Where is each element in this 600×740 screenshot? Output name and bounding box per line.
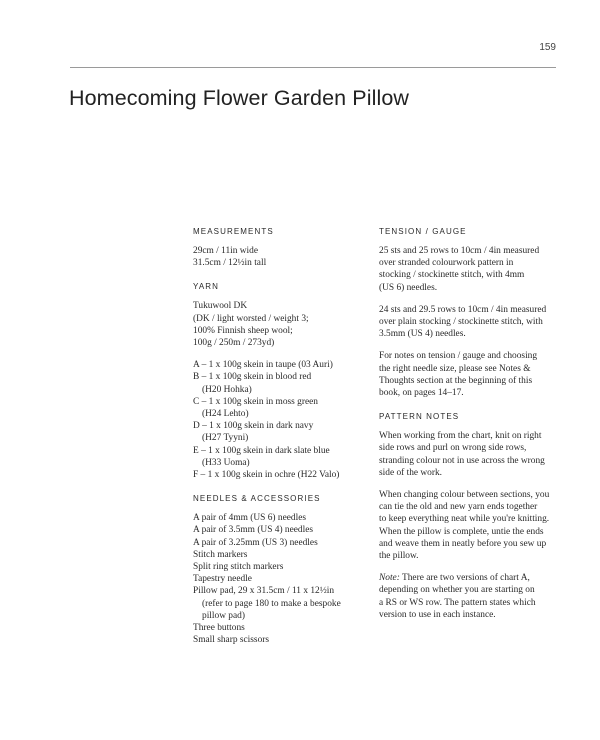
tension-paragraph — [379, 245, 559, 294]
pattern-notes-paragraph — [379, 430, 559, 479]
measurements-heading: MEASUREMENTS — [193, 227, 274, 236]
needles-item: pillow pad) — [202, 610, 245, 621]
yarn-colour-c: C – 1 x 100g skein in moss green — [193, 396, 318, 407]
yarn-colour-d-code: (H27 Tyyni) — [202, 433, 249, 444]
text-line — [379, 572, 559, 584]
text-line: For notes on tension / gauge and choosing — [379, 351, 538, 362]
text-line: When the pillow is complete, untie the ends — [379, 526, 544, 537]
text-line: stocking / stockinette stitch, with 4mm — [379, 270, 525, 281]
text-line: the pillow. — [379, 551, 419, 562]
needles-item: Split ring stitch markers — [193, 562, 284, 573]
page-title: Homecoming Flower Garden Pillow — [69, 86, 410, 110]
pattern-notes-paragraph — [379, 489, 559, 562]
pattern-notes-section — [379, 411, 559, 621]
measurements-section — [193, 226, 363, 269]
yarn-intro-line: Tukuwool DK — [193, 301, 248, 312]
right-column — [379, 226, 559, 633]
text-line: can tie the old and new yarn ends together — [379, 502, 538, 513]
yarn-intro-line: (DK / light worsted / weight 3; — [193, 313, 309, 324]
needles-item: A pair of 3.25mm (US 3) needles — [193, 537, 318, 548]
yarn-colour-c-code: (H24 Lehto) — [202, 409, 249, 420]
text-line: When working from the chart, knit on right — [379, 431, 542, 442]
text-line: Thoughts section at the beginning of this — [379, 375, 533, 386]
text-line: side of the work. — [379, 467, 443, 478]
yarn-colour-b: B – 1 x 100g skein in blood red — [193, 372, 312, 383]
yarn-colour-a: A – 1 x 100g skein in taupe (03 Auri) — [193, 360, 333, 371]
pattern-notes-paragraph — [379, 572, 559, 621]
needles-item: Small sharp scissors — [193, 635, 270, 646]
text-line: When changing colour between sections, you — [379, 490, 550, 501]
text-line: a RS or WS row. The pattern states which — [379, 597, 536, 608]
text-line: version to use in each instance. — [379, 609, 496, 620]
header-rule — [70, 67, 556, 68]
text-line: stranding colour not in use across the wrong — [379, 455, 545, 466]
text-line: 24 sts and 29.5 rows to 10cm / 4in measured — [379, 304, 547, 315]
text-line: book, on pages 14–17. — [379, 388, 464, 399]
yarn-colour-d: D – 1 x 100g skein in dark navy — [193, 421, 314, 432]
text-line: 25 sts and 25 rows to 10cm / 4in measured — [379, 246, 540, 256]
yarn-heading: YARN — [193, 282, 220, 292]
measurements-line: 29cm / 11in wide — [193, 246, 259, 256]
needles-item: (refer to page 180 to make a bespoke — [202, 598, 341, 609]
needles-item: A pair of 4mm (US 6) needles — [193, 513, 306, 524]
yarn-section — [193, 281, 363, 481]
text-line: over plain stocking / stockinette stitch, with — [379, 317, 543, 328]
tension-heading: TENSION / GAUGE — [379, 227, 467, 236]
needles-item: A pair of 3.5mm (US 4) needles — [193, 525, 314, 536]
note-text: There are two versions of chart A, — [399, 573, 530, 584]
tension-paragraph — [379, 350, 559, 399]
needles-item: Stitch markers — [193, 549, 248, 560]
note-label: Note: — [379, 573, 400, 584]
yarn-colour-e-code: (H33 Uoma) — [202, 457, 250, 468]
page-number: 159 — [539, 42, 556, 53]
text-line: the right needle size, please see Notes & — [379, 363, 531, 374]
needles-item: Three buttons — [193, 623, 245, 634]
text-line: and weave them in neatly before you sew up — [379, 538, 547, 549]
text-line: 3.5mm (US 4) needles. — [379, 329, 466, 340]
text-line: side rows and purl on wrong side rows, — [379, 443, 527, 454]
needles-item: Pillow pad, 29 x 31.5cm / 11 x 12½in — [193, 586, 335, 597]
yarn-intro-line: 100% Finnish sheep wool; — [193, 325, 293, 336]
text-line: depending on whether you are starting on — [379, 585, 535, 596]
text-line: (US 6) needles. — [379, 282, 438, 293]
needles-heading: NEEDLES & ACCESSORIES — [193, 494, 321, 504]
tension-section — [379, 226, 559, 399]
text-line: to keep everything neat while you're knitting. — [379, 514, 550, 525]
yarn-colour-e: E – 1 x 100g skein in dark slate blue — [193, 445, 330, 456]
yarn-colour-b-code: (H20 Hohka) — [202, 384, 252, 395]
yarn-colour-f: F – 1 x 100g skein in ochre (H22 Valo) — [193, 470, 340, 481]
text-line: over stranded colourwork pattern in — [379, 258, 514, 269]
tension-paragraph — [379, 304, 559, 341]
measurements-line: 31.5cm / 12½in tall — [193, 258, 267, 269]
left-column — [193, 226, 363, 658]
needles-section — [193, 493, 363, 646]
pattern-notes-heading: PATTERN NOTES — [379, 412, 460, 422]
needles-item: Tapestry needle — [193, 574, 252, 585]
yarn-intro-line: 100g / 250m / 273yd) — [193, 338, 275, 349]
